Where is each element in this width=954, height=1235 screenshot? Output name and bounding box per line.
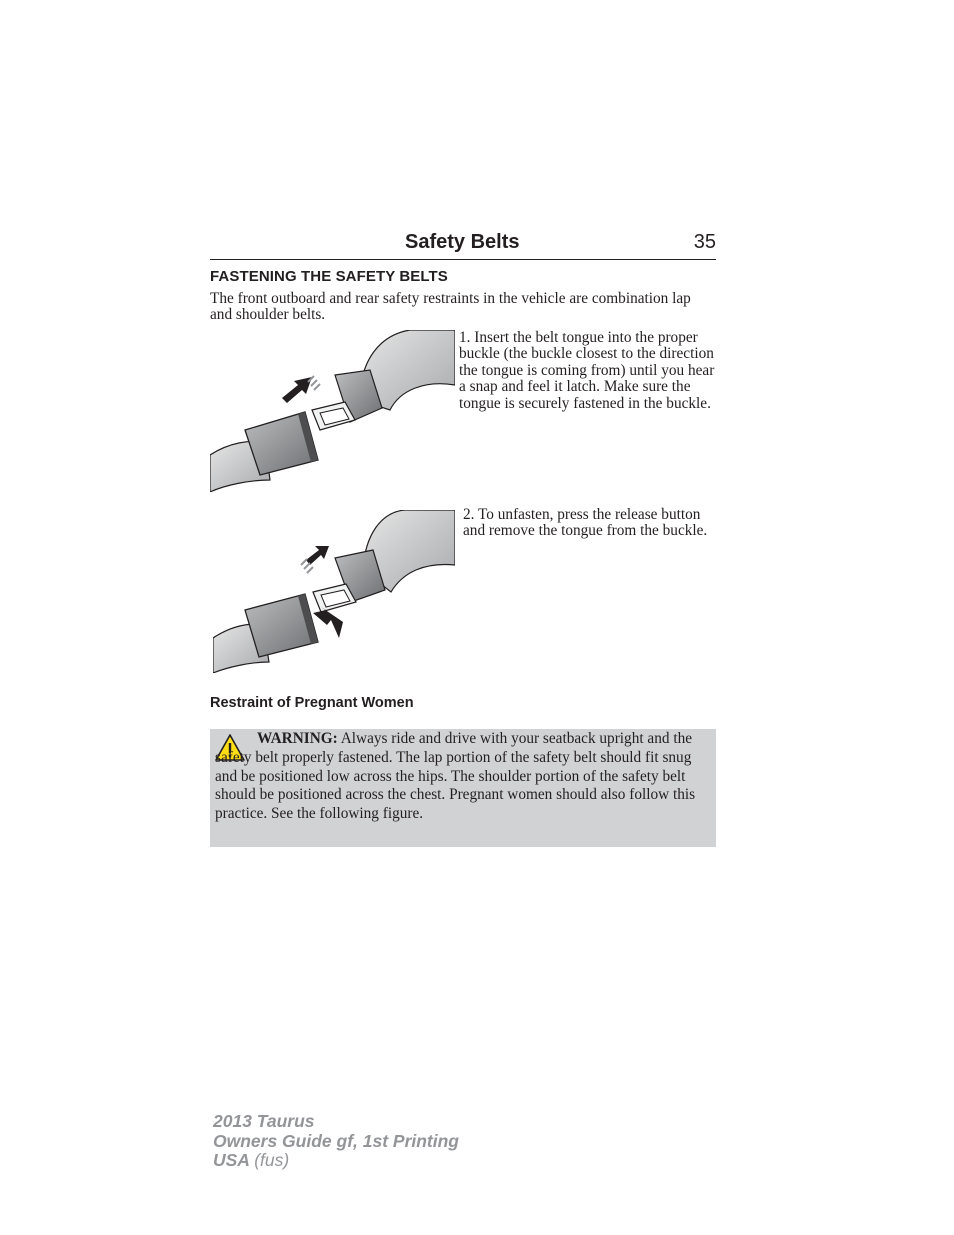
footer-country: USA bbox=[213, 1150, 250, 1170]
footer-guide: Owners Guide gf, 1st Printing bbox=[213, 1130, 459, 1151]
buckle-release-illustration bbox=[213, 510, 455, 673]
buckle-insert-illustration bbox=[210, 330, 455, 492]
press-arrow-icon bbox=[313, 607, 343, 638]
subsection-heading: Restraint of Pregnant Women bbox=[210, 695, 414, 711]
warning-text bbox=[215, 730, 707, 824]
remove-arrow-icon bbox=[301, 546, 329, 573]
footer-model: 2013 Taurus bbox=[213, 1111, 315, 1131]
footer-region bbox=[213, 1151, 459, 1171]
insert-arrow-icon bbox=[282, 376, 320, 403]
step-insert-text: 1. Insert the belt tongue into the proper buckle (the buckle closest to the direction the tongue is coming from) until you hear a snap and feel it latch. Make sure the tongue is securely fastened in the buckle. bbox=[459, 329, 715, 412]
page-footer bbox=[213, 1112, 459, 1171]
page-header bbox=[210, 229, 716, 260]
footer-code: (fus) bbox=[254, 1150, 290, 1170]
step-release-text: 2. To unfasten, press the release button and remove the tongue from the buckle. bbox=[463, 506, 708, 540]
page-title: Safety Belts bbox=[405, 231, 520, 253]
page-number: 35 bbox=[693, 231, 716, 253]
intro-paragraph: The front outboard and rear safety restraints in the vehicle are combination lap and shoulder belts. bbox=[210, 290, 691, 324]
warning-body: Always ride and drive with your seatback upright and the safety belt properly fastened. The lap portion of the safety belt should fit snug and be positioned low across the hips. The shoulder portion of the safety belt should be positioned across the chest. Pregnant women should also follow this practice. See the following figure. bbox=[215, 730, 696, 823]
section-heading: FASTENING THE SAFETY BELTS bbox=[210, 268, 448, 285]
warning-box bbox=[210, 729, 716, 847]
warning-label: WARNING: bbox=[257, 730, 338, 747]
